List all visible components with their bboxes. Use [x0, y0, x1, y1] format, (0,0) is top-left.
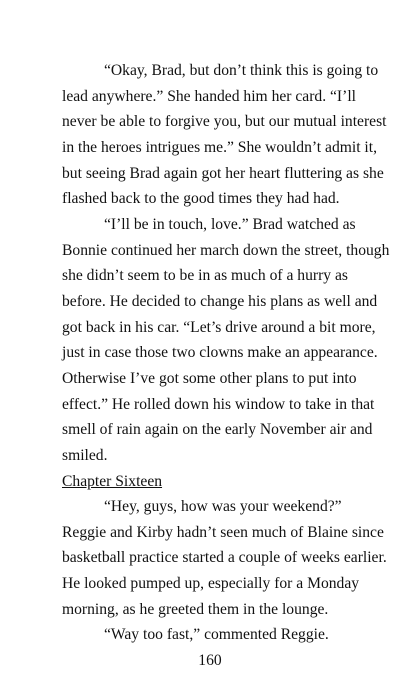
- text-line: basketball practice started a couple of weeks earlier.: [62, 549, 387, 566]
- text-line: just in case those two clowns make an appearance.: [62, 344, 378, 361]
- text-line: smell of rain again on the early November air and: [62, 421, 373, 438]
- text-line: lead anywhere.” She handed him her card. “I’ll: [62, 88, 356, 105]
- text-line: Bonnie continued her march down the street, though: [62, 242, 390, 259]
- text-line: “Hey, guys, how was your weekend?”: [104, 498, 342, 515]
- text-line: she didn’t seem to be in as much of a hurry as: [62, 267, 348, 284]
- text-line: never be able to forgive you, but our mutual interest: [62, 113, 387, 130]
- text-line: before. He decided to change his plans as well and: [62, 293, 378, 310]
- text-line: effect.” He rolled down his window to take in that: [62, 396, 375, 413]
- page-number: 160: [198, 652, 222, 669]
- text-line: but seeing Brad again got her heart fluttering as she: [62, 165, 384, 182]
- chapter-heading: Chapter Sixteen: [62, 473, 163, 490]
- text-line: “Way too fast,” commented Reggie.: [104, 626, 329, 643]
- text-line: in the heroes intrigues me.” She wouldn’t admit it,: [62, 139, 377, 156]
- text-line: morning, as he greeted them in the lounge.: [62, 601, 329, 618]
- text-line: got back in his car. “Let’s drive around a bit more,: [62, 319, 376, 336]
- text-line: Otherwise I’ve got some other plans to put into: [62, 370, 357, 387]
- text-line: He looked pumped up, especially for a Monday: [62, 575, 360, 592]
- text-line: flashed back to the good times they had had.: [62, 190, 340, 207]
- text-line: “Okay, Brad, but don’t think this is going to: [104, 62, 379, 79]
- text-line: “I’ll be in touch, love.” Brad watched as: [104, 216, 356, 233]
- text-line: Reggie and Kirby hadn’t seen much of Blaine since: [62, 524, 384, 541]
- text-line: smiled.: [62, 447, 108, 464]
